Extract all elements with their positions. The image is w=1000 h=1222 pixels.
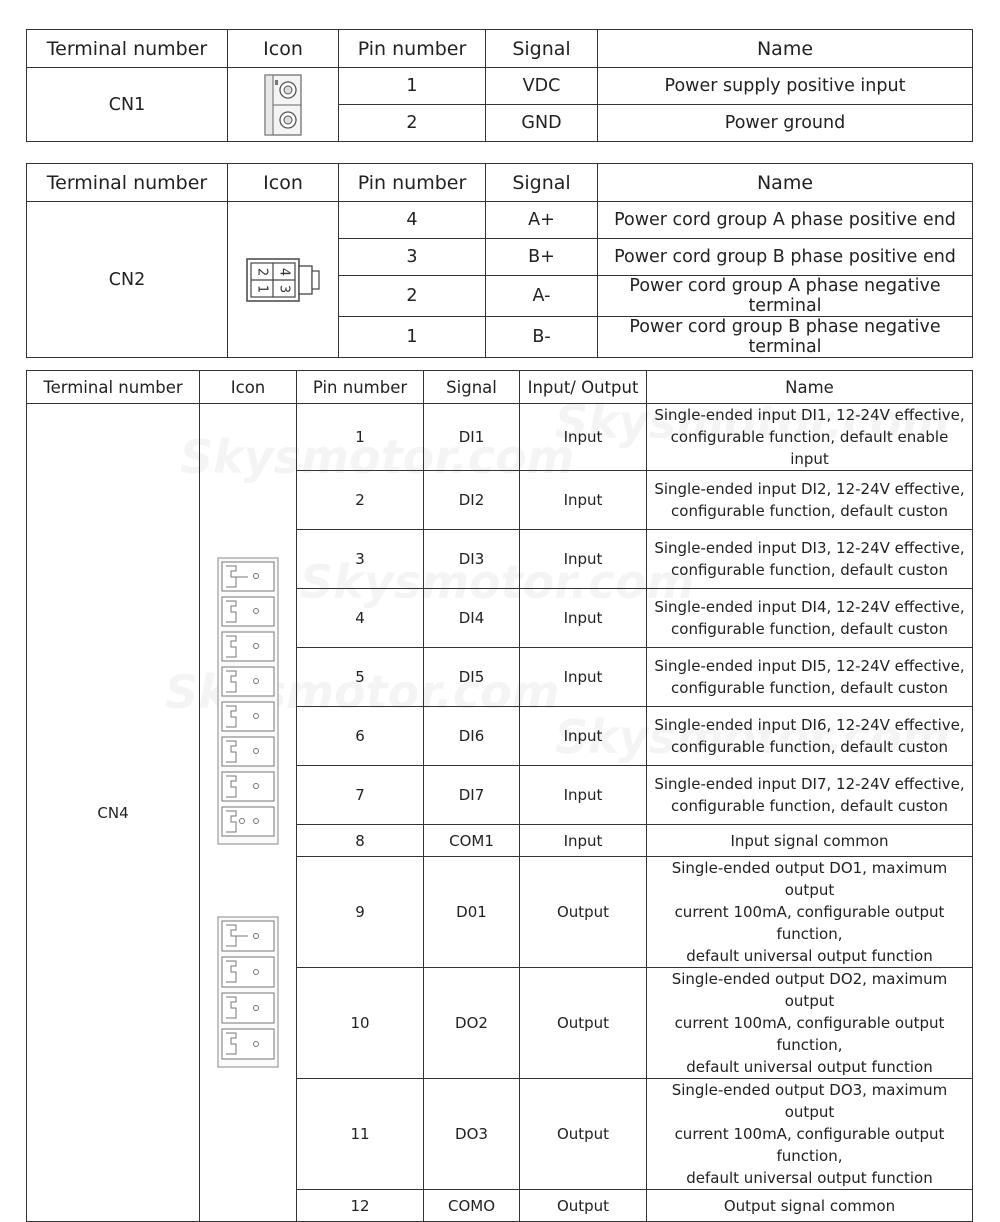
name-cell: Output signal common xyxy=(647,1190,973,1222)
header-input-output: Input/ Output xyxy=(520,371,647,404)
name-cell: Power cord group B phase positive end xyxy=(598,239,973,276)
signal-cell: DI3 xyxy=(424,530,520,589)
signal-cell: DI5 xyxy=(424,648,520,707)
signal-cell: DI4 xyxy=(424,589,520,648)
connector-pin-label: 4 xyxy=(276,267,292,276)
pin-cell: 12 xyxy=(297,1190,424,1222)
two-pin-screw-terminal-icon xyxy=(261,73,305,137)
io-cell: Input xyxy=(520,589,647,648)
header-name: Name xyxy=(598,164,973,202)
table-row xyxy=(27,404,973,471)
pin-cell: 7 xyxy=(297,766,424,825)
icon-cell xyxy=(228,202,339,358)
io-cell: Input xyxy=(520,707,647,766)
signal-cell: DI2 xyxy=(424,471,520,530)
io-cell: Input xyxy=(520,530,647,589)
signal-cell: DO2 xyxy=(424,968,520,1079)
signal-cell: COM1 xyxy=(424,825,520,857)
io-cell: Output xyxy=(520,968,647,1079)
signal-cell: GND xyxy=(486,105,598,142)
pin-cell: 11 xyxy=(297,1079,424,1190)
table-row xyxy=(27,202,973,239)
signal-cell: A- xyxy=(486,276,598,317)
pin-cell: 8 xyxy=(297,825,424,857)
header-signal: Signal xyxy=(486,30,598,68)
name-cell: Power supply positive input xyxy=(598,68,973,105)
name-cell: Single-ended input DI3, 12-24V effective, configurable function, default custon xyxy=(647,530,973,589)
signal-cell: DI1 xyxy=(424,404,520,471)
header-terminal-number: Terminal number xyxy=(27,164,228,202)
name-cell: Power ground xyxy=(598,105,973,142)
table-header-row xyxy=(27,371,973,404)
io-cell: Input xyxy=(520,471,647,530)
pin-cell: 3 xyxy=(339,239,486,276)
signal-cell: VDC xyxy=(486,68,598,105)
icon-cell xyxy=(200,404,297,1222)
four-pin-connector-icon xyxy=(242,257,324,303)
io-cell: Output xyxy=(520,1079,647,1190)
signal-cell: DO3 xyxy=(424,1079,520,1190)
name-cell: Power cord group B phase negative terminal xyxy=(598,317,973,358)
name-cell: Single-ended input DI4, 12-24V effective, configurable function, default custon xyxy=(647,589,973,648)
signal-cell: DI6 xyxy=(424,707,520,766)
header-name: Name xyxy=(647,371,973,404)
header-name: Name xyxy=(598,30,973,68)
pin-cell: 6 xyxy=(297,707,424,766)
pin-cell: 5 xyxy=(297,648,424,707)
name-cell: Single-ended output DO2, maximum output current 100mA, configurable output function, default universal output function xyxy=(647,968,973,1079)
header-icon: Icon xyxy=(228,164,339,202)
header-terminal-number: Terminal number xyxy=(27,30,228,68)
signal-cell: D01 xyxy=(424,857,520,968)
connector-pin-label: 2 xyxy=(254,267,270,276)
pin-cell: 3 xyxy=(297,530,424,589)
pin-cell: 4 xyxy=(339,202,486,239)
pin-cell: 1 xyxy=(297,404,424,471)
pin-cell: 1 xyxy=(339,317,486,358)
header-icon: Icon xyxy=(200,371,297,404)
pin-cell: 9 xyxy=(297,857,424,968)
header-terminal-number: Terminal number xyxy=(27,371,200,404)
pin-cell: 10 xyxy=(297,968,424,1079)
header-signal: Signal xyxy=(424,371,520,404)
cn4-pin-table xyxy=(26,370,973,1222)
signal-cell: COMO xyxy=(424,1190,520,1222)
cn2-pin-table xyxy=(26,163,973,358)
name-cell: Single-ended input DI1, 12-24V effective, configurable function, default enable input xyxy=(647,404,973,471)
table-row xyxy=(27,68,973,105)
terminal-cell: CN2 xyxy=(27,202,228,358)
connector-pin-label: 1 xyxy=(254,284,270,293)
name-cell: Power cord group A phase negative terminal xyxy=(598,276,973,317)
io-cell: Output xyxy=(520,1190,647,1222)
header-pin-number: Pin number xyxy=(339,164,486,202)
signal-cell: A+ xyxy=(486,202,598,239)
pin-cell: 4 xyxy=(297,589,424,648)
signal-cell: B+ xyxy=(486,239,598,276)
io-cell: Input xyxy=(520,648,647,707)
terminal-cell: CN1 xyxy=(27,68,228,142)
signal-cell: B- xyxy=(486,317,598,358)
name-cell: Single-ended input DI6, 12-24V effective, configurable function, default custon xyxy=(647,707,973,766)
name-cell: Single-ended input DI5, 12-24V effective, configurable function, default custon xyxy=(647,648,973,707)
terminal-cell: CN4 xyxy=(27,404,200,1222)
header-pin-number: Pin number xyxy=(339,30,486,68)
io-cell: Input xyxy=(520,825,647,857)
header-icon: Icon xyxy=(228,30,339,68)
name-cell: Input signal common xyxy=(647,825,973,857)
name-cell: Single-ended output DO3, maximum output current 100mA, configurable output function, default universal output function xyxy=(647,1079,973,1190)
icon-cell xyxy=(228,68,339,142)
name-cell: Single-ended input DI7, 12-24V effective, configurable function, default custon xyxy=(647,766,973,825)
signal-cell: DI7 xyxy=(424,766,520,825)
table-header-row xyxy=(27,30,973,68)
name-cell: Single-ended input DI2, 12-24V effective, configurable function, default custon xyxy=(647,471,973,530)
header-signal: Signal xyxy=(486,164,598,202)
io-cell: Input xyxy=(520,404,647,471)
connector-pin-label: 3 xyxy=(276,284,292,293)
pin-cell: 1 xyxy=(339,68,486,105)
cn1-pin-table xyxy=(26,29,973,142)
io-cell: Input xyxy=(520,766,647,825)
table-header-row xyxy=(27,164,973,202)
header-pin-number: Pin number xyxy=(297,371,424,404)
pin-cell: 2 xyxy=(339,276,486,317)
pin-cell: 2 xyxy=(339,105,486,142)
io-cell: Output xyxy=(520,857,647,968)
name-cell: Power cord group A phase positive end xyxy=(598,202,973,239)
pin-cell: 2 xyxy=(297,471,424,530)
spring-terminal-block-icon xyxy=(200,455,297,1171)
name-cell: Single-ended output DO1, maximum output current 100mA, configurable output function, default universal output function xyxy=(647,857,973,968)
